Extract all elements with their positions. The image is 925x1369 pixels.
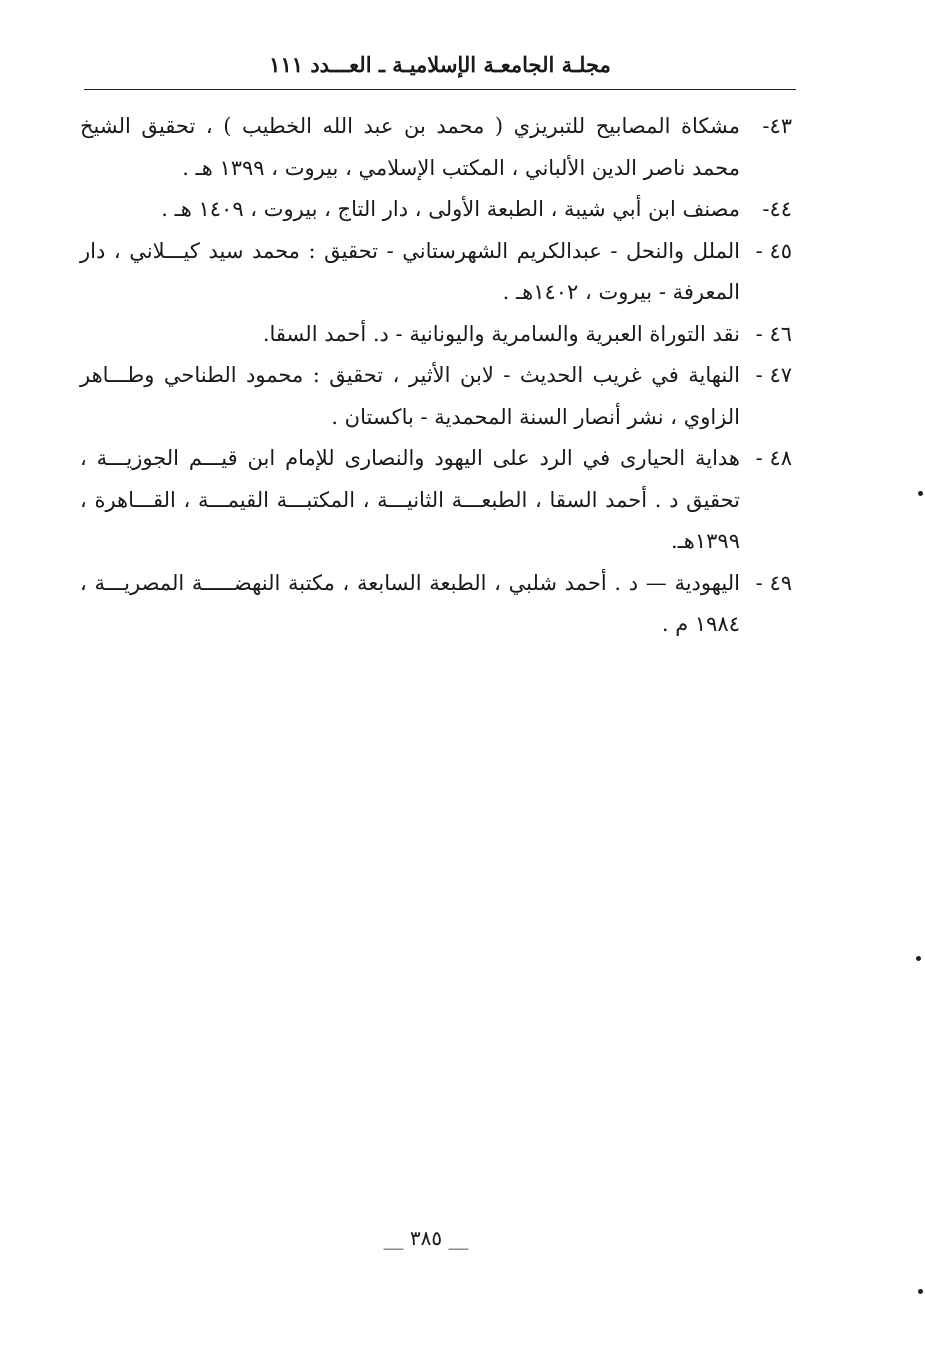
scan-mark [916,956,921,961]
reference-number: ٤٩ - [755,570,792,595]
reference-list [80,106,792,646]
reference-number: ٤٤- [762,197,792,221]
reference-number: ٤٧ - [755,363,792,387]
reference-text: هداية الحيارى في الرد على اليهود والنصارى للإمام ابن قيـــم الجوزيـــة ، تحقيق د . أحمد السقا ، الطبعـــة الثانيـــة ، المكتبـــة القيمـــة ، القـــاهرة ، ١٣٩٩هـ. [80,446,740,553]
reference-text: مشكاة المصابيح للتبريزي ( محمد بن عبد الله الخطيب ) ، تحقيق الشيخ محمد ناصر الدين الألباني ، المكتب الإسلامي ، بيروت ، ١٣٩٩ هـ . [80,114,740,180]
reference-number: ٤٥ - [755,238,792,263]
reference-text: النهاية في غريب الحديث - لابن الأثير ، تحقيق : محمود الطناحي وطـــاهر الزاوي ، نشر أنصار السنة المحمدية - باكستان . [80,363,740,429]
reference-item [80,563,792,646]
reference-item [80,355,792,438]
reference-item [80,231,792,314]
reference-number: ٤٦ - [755,321,792,346]
reference-number: ٤٨ - [755,446,792,470]
page-number: __ ٣٨٥ __ [383,1226,469,1250]
reference-text: الملل والنحل - عبدالكريم الشهرستاني - تحقيق : محمد سيد كيـــلاني ، دار المعرفة - بيروت ، ١٤٠٢هـ . [80,238,740,304]
reference-item [80,106,792,189]
reference-text: مصنف ابن أبي شيبة ، الطبعة الأولى ، دار التاج ، بيروت ، ١٤٠٩ هـ . [161,197,740,221]
journal-header: مجلـة الجامعـة الإسلاميـة ـ العـــدد ١١١ [269,52,611,77]
reference-item [80,438,792,563]
reference-item [80,314,792,356]
reference-text: نقد التوراة العبرية والسامرية واليونانية - د. أحمد السقا. [262,321,740,346]
header-divider [84,89,796,90]
scan-mark [918,491,923,496]
reference-item [80,189,792,231]
reference-number: ٤٣- [762,114,792,138]
reference-text: اليهودية — د . أحمد شلبي ، الطبعة السابعة ، مكتبة النهضـــــة المصريـــة ، ١٩٨٤ م . [80,570,740,636]
scan-mark [918,1289,923,1294]
